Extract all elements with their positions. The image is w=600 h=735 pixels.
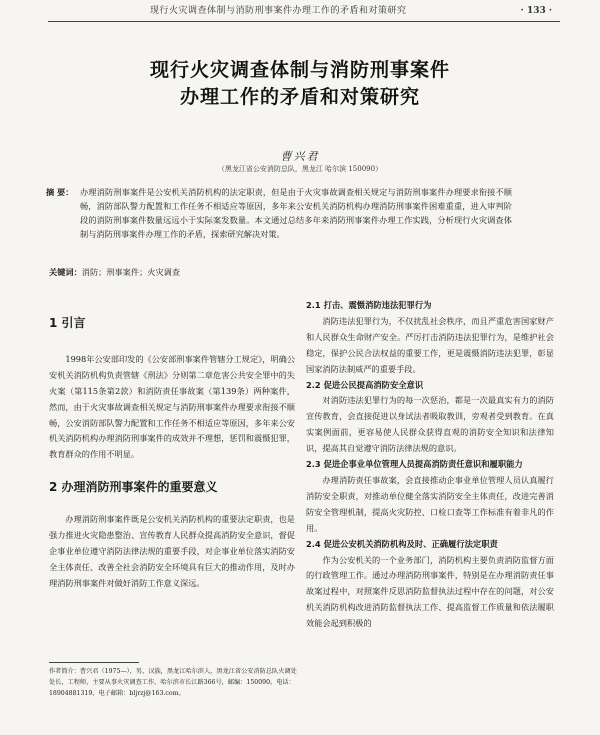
abstract-text: 办理消防刑事案件是公安机关消防机构的法定职责，但是由于火灾事故调查相关规定与消防刑事案件办理要求衔接不顺畅，消防部队警力配置和工作任务不相适应等原因，多年来公安机关消防机构办理消防刑事案件困难重重，进入审判阶段的消防刑事案件数量远远小于实际案发数量。本文通过总结多年来消防刑事案件办理工作实践，分析现行火灾调查体制与消防刑事案件办理工作的矛盾，探索研究解决对策。: [80, 187, 512, 239]
section-2-2-heading: 2.2 促进公民提高消防安全意识: [306, 379, 424, 390]
author-name: 曹兴君: [280, 150, 320, 163]
running-title: 现行火灾调查体制与消防刑事案件办理工作的矛盾和对策研究: [150, 6, 407, 16]
section-1-paragraph: 1998年公安部印发的《公安部刑事案件管辖分工规定》，明确公安机关消防机构负责管辖《刑法》分则第二章危害公共安全罪中的失火案（第115条第2款）和消防责任事故案（第139条）两种案件，然而，由于火灾事故调查相关规定与消防刑事案件办理要求衔接不顺畅，公安消防部队警力配置和工作任务不相适应等原因，多年来公安机关消防机构办理消防刑事案件的成效并不理想，惩罚和震慑犯罪，教育群众的作用不明显。: [49, 353, 296, 460]
page-number: · 133 ·: [520, 6, 552, 16]
section-2-4-paragraph: 作为公安机关的一个业务部门，消防机构主要负责消防监督方面的行政管理工作。通过办理消防刑事案件，特别是在办理消防责任事故案过程中，对照案件反思消防监督执法过程中存在的问题，对公安机关消防机构改进消防监督执法工作、提高监督工作质量和依法履职效能会起到积极的: [306, 554, 554, 629]
author-footnote: 作者简介：曹兴君（1975—），男，汉族，黑龙江哈尔滨人，黑龙江省公安消防总队火调处处长，工程师，主要从事火灾调查工作，哈尔滨市长江路366号，邮编：150090。电话：18904881319，电子邮箱：bljrzj@163.com。: [49, 668, 297, 697]
section-2-3-heading: 2.3 促进企事业单位管理人员提高消防责任意识和履职能力: [306, 459, 523, 470]
author-affiliation: （黑龙江省公安消防总队，黑龙江 哈尔滨 150090）: [217, 165, 383, 173]
paper-title-line-2: 办理工作的矛盾和对策研究: [179, 86, 420, 108]
footnote-rule: [49, 662, 139, 663]
running-header: [0, 0, 600, 22]
section-2-paragraph: 办理消防刑事案件既是公安机关消防机构的重要法定职责，也是强力推进火灾隐患整治、宣传教育人民群众提高消防安全意识，督促企事业单位遵守消防法律法规的重要手段，对企事业单位落实消防安全主体责任、改善全社会消防安全环境具有巨大的推动作用，及时办理消防刑事案件对做好消防工作意义深远。: [49, 514, 295, 588]
section-2-1-heading: 2.1 打击、震慑消防违法犯罪行为: [306, 300, 432, 310]
section-2-3-paragraph: 办理消防责任事故案，会直接推动企事业单位管理人员认真履行消防安全职责，对推动单位健全落实消防安全主体责任，改进完善消防安全管理机制，提高火灾防控、口检口查等工作标准有着非凡的作用。: [306, 474, 554, 533]
section-2-4-heading: 2.4 促进公安机关消防机构及时、正确履行法定职责: [306, 538, 498, 549]
abstract: [46, 185, 512, 241]
section-2-1-paragraph: 消防违法犯罪行为，不仅扰乱社会秩序，而且严重危害国家财产和人民群众生命财产安全。严厉打击消防违法犯罪行为，是维护社会稳定，保护公民合法权益的重要工作，更是震慑消防违法犯罪，彰显国家消防法制威严的重要手段。: [306, 315, 554, 374]
left-column: [49, 298, 295, 592]
abstract-label: 摘 要：: [46, 187, 74, 197]
section-2-heading: 2 办理消防刑事案件的重要意义: [49, 480, 218, 495]
section-1-heading: 1 引言: [49, 316, 86, 330]
right-column: [306, 298, 554, 632]
keywords-text: 消防；刑事案件；火灾调查: [81, 267, 181, 277]
paper-title-line-1: 现行火灾调查体制与消防刑事案件: [149, 59, 450, 81]
header-rule: [48, 21, 560, 22]
keywords: [49, 266, 529, 278]
keywords-label: 关键词：: [49, 267, 82, 277]
section-2-2-paragraph: 对消防违法犯罪行为的每一次惩治，都是一次最真实有力的消防宣传教育，会直接促进以身试法者吸取教训，旁观者受到教育。在真实案例面前，更容易使人民群众获得直观的消防安全知识和法律知识，提高其自觉遵守消防法律法规的意识。: [306, 395, 554, 454]
